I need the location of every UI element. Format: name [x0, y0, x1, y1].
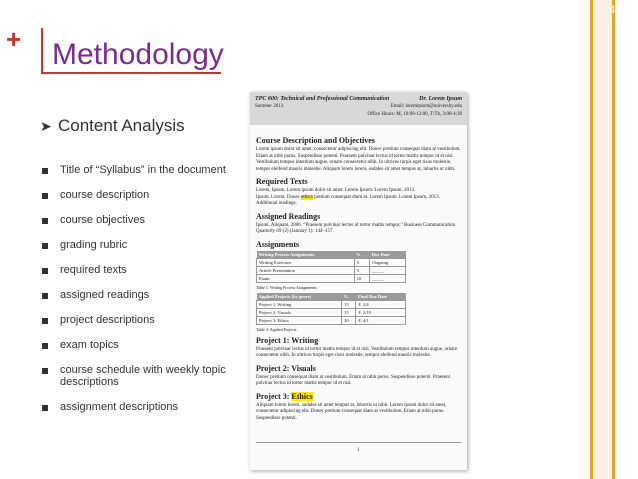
course-name: TPC 600: Technical and Professional Communication	[255, 96, 390, 102]
table-cell: Project 3: Ethics	[257, 316, 342, 324]
table-cell: Project 1: Writing	[257, 300, 342, 308]
list-item-text: required texts	[60, 264, 127, 276]
list-item	[40, 214, 240, 226]
square-bullet-icon	[42, 243, 48, 249]
title-rule-horizontal	[41, 72, 221, 74]
section-text: Additional readings.	[256, 201, 297, 206]
section-heading: Project 2: Visuals	[256, 363, 316, 373]
document-page-number: 1	[357, 448, 360, 453]
projects-table	[256, 293, 406, 325]
square-bullet-icon	[42, 293, 48, 299]
plus-icon: +	[6, 24, 22, 54]
bullet-list	[40, 116, 240, 426]
list-item-text: Title of “Syllabus” in the document	[60, 164, 226, 176]
text-fragment: Ipsum, Lorem. Donec	[256, 194, 302, 200]
document-header	[250, 92, 467, 125]
semester: Summer 2013	[255, 104, 284, 109]
table-cell: 5	[354, 266, 370, 274]
table-row	[257, 266, 406, 274]
section-text: Lorem ipsum dolor sit amet, consectetur adipiscing elit. Donec pretium consequat diam at vestibulum. Etiam at nibh purus. Suspendisse potenti. Praesent pulvinar lectus id tortor mattis tempor id et nisl. Vestibulum tempus interdum augue, ornare consectetur nibh. In ultrices turpis eget risus molestie, tempor eleifend mauris molestie. Aliquam lorem lorem, sodales sit amet tempus at, lobortis ut nibh.	[256, 147, 461, 172]
section-text: Aliquam lorem lorem, sodales sit amet tempus at, lobortis ut nibh. Lorem ipsum dolor sit amet, consectetur adipiscing elit. Donec pretium consequat diam at vestibulum. Etiam at nibh purus. Suspendisse potenti.	[256, 402, 447, 421]
accent-bar-background	[593, 0, 612, 479]
table-header: %	[354, 251, 370, 259]
table-cell: Article Presentation	[257, 266, 355, 274]
syllabus-document-image	[250, 92, 467, 470]
list-item	[40, 264, 240, 276]
list-item	[40, 239, 240, 251]
table-caption: Table 2: Applied Projects	[256, 326, 297, 332]
list-item-text: grading rubric	[60, 239, 128, 251]
slide-title: Methodology	[52, 38, 224, 71]
list-item-text: assignment descriptions	[60, 401, 179, 413]
table-cell: F, 2/4	[356, 300, 406, 308]
table-cell: Ongoing	[370, 258, 406, 266]
list-item-text: course objectives	[60, 214, 145, 226]
section-text: Praesent pulvinar lectus id tortor mattis tempor id et nisl. Vestibulum tempus interdum augue, ornare consectetur nibh. In ultrices turpis eget risus molestie, tempor eleifend mauris molestie.	[256, 346, 458, 358]
table-row	[257, 274, 406, 282]
list-item	[40, 189, 240, 201]
square-bullet-icon	[42, 218, 48, 224]
accent-bar-right	[612, 0, 615, 479]
title-rule-vertical	[41, 28, 43, 72]
table-cell: 15	[342, 308, 356, 316]
list-item-text: course description	[60, 189, 150, 201]
table-cell: Writing Exercises	[257, 258, 355, 266]
table-cell: 15	[342, 300, 356, 308]
section-text: Lorem, Ipsum. Lorem ipsum dolor sit amet. Lorem Ipsum. Lorem Ipsum, 2013.	[256, 188, 416, 193]
table-row	[257, 300, 406, 308]
table-caption: Table 1: Writing Process Assignments	[256, 284, 317, 290]
list-item	[40, 401, 240, 413]
square-bullet-icon	[42, 343, 48, 349]
table-row	[257, 258, 406, 266]
section-text: Donec pretium consequat diam at vestibulum. Etiam at nibh purus. Suspendisse potenti. Praesent pulvinar lectus id tortor mattis tempor id et nisl.	[256, 374, 450, 386]
square-bullet-icon	[42, 168, 48, 174]
list-item	[40, 289, 240, 301]
accent-bar-left	[590, 0, 593, 479]
main-bullet	[40, 116, 240, 136]
square-bullet-icon	[42, 268, 48, 274]
table-header: Applied Projects (by genre)	[257, 293, 342, 301]
section-heading	[256, 392, 461, 401]
square-bullet-icon	[42, 405, 48, 411]
instructor-email: Email: loremipsum@university.edu	[390, 104, 462, 109]
list-item-text: course schedule with weekly topic descriptions	[60, 364, 226, 388]
footer-rule	[256, 442, 461, 443]
table-row	[257, 308, 406, 316]
table-cell: _____	[370, 274, 406, 282]
table-cell: 20	[342, 316, 356, 324]
table-row	[257, 316, 406, 324]
table-cell: 10	[354, 274, 370, 282]
section-heading: Assigned Readings	[256, 211, 321, 221]
table-header: %	[342, 293, 356, 301]
table-cell: _____	[370, 266, 406, 274]
main-bullet-text: Content Analysis	[58, 116, 185, 135]
page-number: 4	[608, 4, 616, 16]
assignments-table	[256, 251, 406, 283]
section-heading: Assignments	[256, 239, 300, 249]
table-cell: F, 4/1	[356, 316, 406, 324]
highlighted-word: Ethics	[291, 391, 313, 401]
section-heading: Project 1: Writing	[256, 335, 319, 345]
section-heading: Required Texts	[256, 177, 308, 186]
table-cell: Exam	[257, 274, 355, 282]
square-bullet-icon	[42, 193, 48, 199]
table-cell: F, 2/18	[356, 308, 406, 316]
heading-fragment: Project 3:	[256, 391, 292, 401]
square-bullet-icon	[42, 368, 48, 374]
square-bullet-icon	[42, 318, 48, 324]
list-item-text: project descriptions	[60, 314, 155, 326]
list-item-text: exam topics	[60, 339, 119, 351]
instructor-name: Dr. Lorem Ipsum	[419, 96, 462, 102]
arrow-bullet-icon: ➤	[40, 117, 52, 134]
document-body	[256, 132, 461, 422]
office-hours: Office Hours: M, 10:00-12:00, T/Th, 3:00-4:30	[367, 112, 462, 117]
text-fragment: pretium consequat diam at. Lorem Ipsum. Lorem Ipsum, 2013.	[312, 194, 440, 200]
list-item	[40, 364, 240, 388]
table-header: Final Due Date	[356, 293, 406, 301]
table-header: Writing Process Assignments	[257, 251, 355, 259]
list-item	[40, 164, 240, 176]
table-header: Due Date	[370, 251, 406, 259]
table-cell: 5	[354, 258, 370, 266]
highlighted-word: ethics	[301, 194, 313, 200]
section-text: Ipsum, Aliquam, 2006. “Praesent pulvinar lectus id tortor mattis tempor.” Business Communication Quarterly 69 (2) (January 1): 144–157.	[256, 222, 456, 234]
table-cell: Project 2: Visuals	[257, 308, 342, 316]
section-heading: Course Description and Objectives	[256, 136, 375, 145]
list-item	[40, 339, 240, 351]
list-item-text: assigned readings	[60, 289, 150, 301]
list-item	[40, 314, 240, 326]
